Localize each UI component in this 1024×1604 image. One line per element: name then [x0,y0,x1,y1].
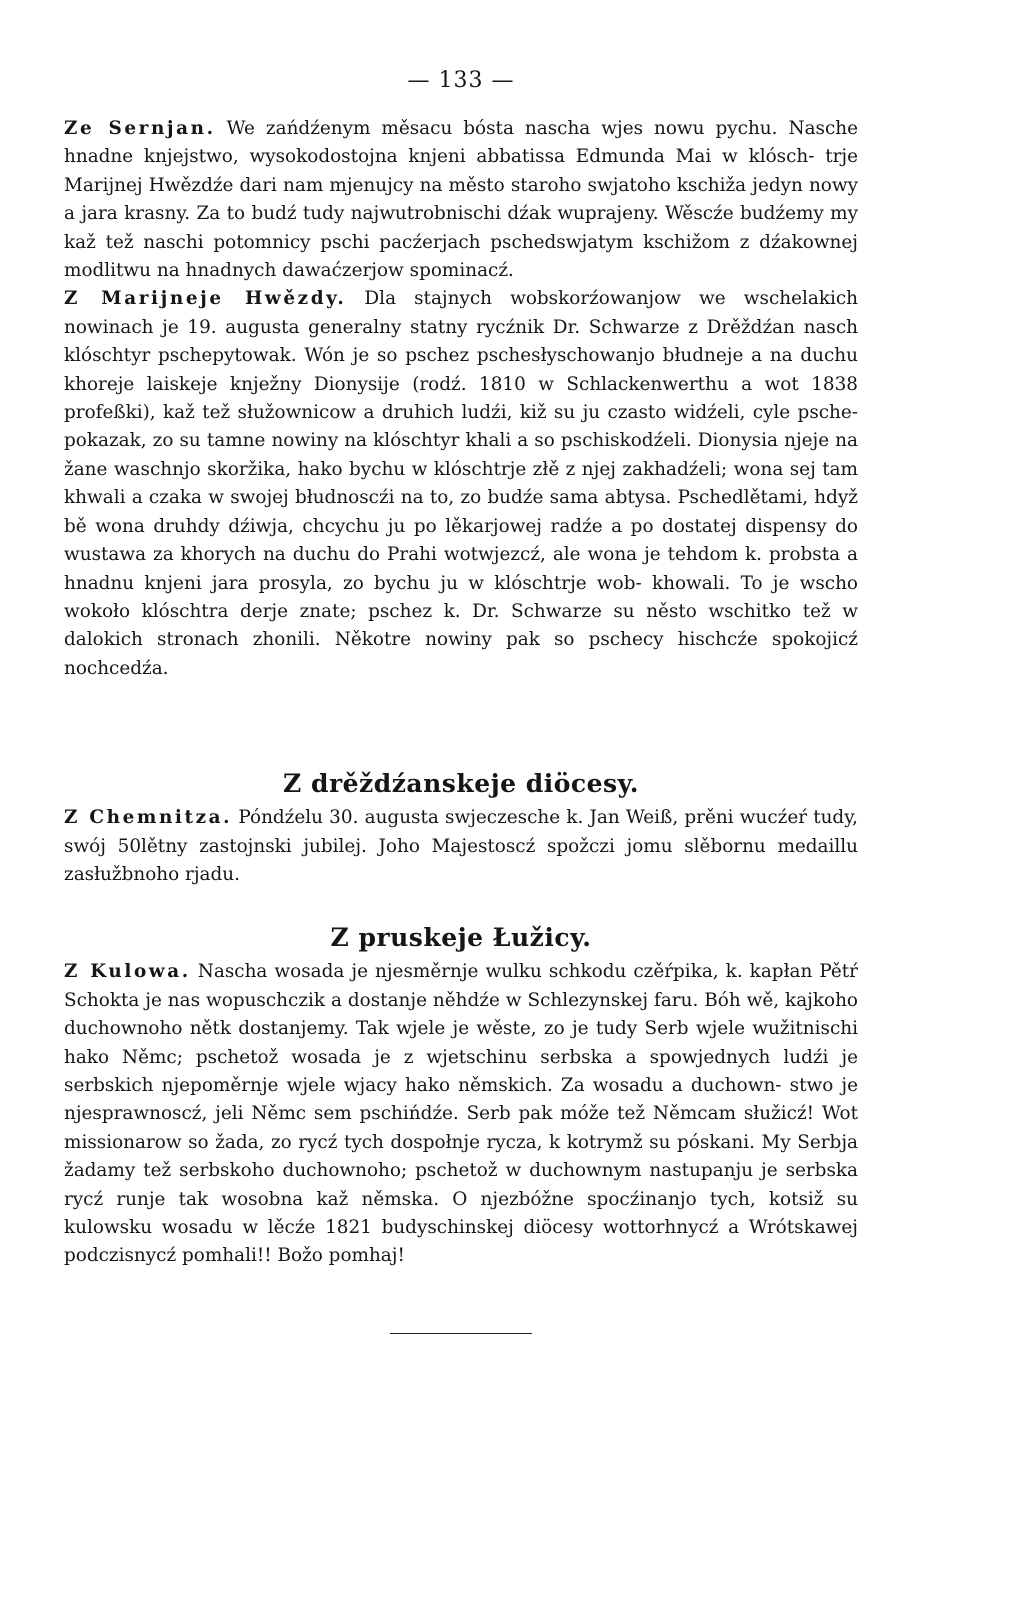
paragraph-sernjan [64,115,858,285]
page [64,68,858,1334]
paragraph-text: Dla stajnych wobskorźowanjow we wschelakich nowinach je 19. augusta generalny statny rycźnik Dr. Schwarze z Drěždźan nasch klóschtyr pschepytowak. Wón je so pschez pschesłyschowanjo błudneje a na duchu khoreje laiskeje knježny Dionysije (rodź. 1810 w Schlackenwerthu a wot 1838 profeßki), kaž tež słužownicow a druhich ludźi, kiž su ju czasto widźeli, cyle psche- pokazak, zo su tamne nowiny na klóschtyr khali a so pschiskodźeli. Dionysia njeje na žane waschnjo skoržika, hako bychu w klóschtrje złě z njej zakhadźeli; wona sej tam khwali a czaka w swojej błudnoscźi na to, zo budźe sama abtysa. Pschedlětami, hdyž bě wona druhdy dźiwja, chcychu ju po lěkarjowej radźe a po dostatej dispensy do wustawa za khorych na duchu do Prahi wotwjezcź, ale wona je tehdom k. probsta a hnadnu knjeni jara prosyla, zo bychu ju w klóschtrje wob- khowali. To je wscho wokoło klóschtra derje znate; pschez k. Dr. Schwarze su něsto wschitko tež w dalokich stronach zhonili. Někotre nowiny pak so pschecy hischcźe spokojicź nochcedźa. [64,288,858,679]
divider-line [390,1333,532,1334]
place-name: Z Chemnitza. [64,807,233,829]
paragraph-text: Nascha wosada je njesměrnje wulku schkodu czěŕpika, k. kapłan Pětŕ Schokta je nas wopuschczik a dostanje něhdźe w Schlezynskej faru. Bóh wě, kajkoho duchownoho nětk dostanjemy. Tak wjele je wěste, zo je tudy Serb wjele wužitnischi hako Němc; pschetož wosada je z wjetschinu serbska a spowjednych ludźi je serbskich njepoměrnje wjele wjacy hako němskich. Za wosadu a duchown- stwo je njesprawnoscź, jeli Němc sem pschińdźe. Serb pak móže tež Němcam słužicź! Wot missionarow so žada, zo rycź tych dospołnje rycza, k kotrymž su póskani. My Serbja žadamy tež serbskoho duchownoho; pschetož w duchownym nastupanju je serbska rycź runje tak wosobna kaž němska. O njezbóžne spocźinanjo tych, kotsiž su kulowsku wosadu w lěcźe 1821 budyschinskej diöcesy wottorhnycź a Wrótskawej podczisnycź pomhali!! Božo pomhaj! [64,961,858,1267]
place-name: Ze Sernjan. [64,118,216,139]
paragraph-marijneje-hwezdy [64,285,858,683]
section-heading-drezdzanskeje: Z drěždźanskeje diöcesy. [283,769,639,799]
page-number: — 133 — [407,68,515,93]
paragraph-kulowa [64,958,858,1270]
place-name: Z Marijneje Hwězdy. [64,288,347,310]
paragraph-text: Póndźelu 30. augusta swjeczesche k. Jan Weiß, prěni wucźeŕ tudy, swój 50lětny zastojnski jubilej. Joho Majestoscź spožczi jomu slěbornu medaillu zasłužbnoho rjadu. [64,807,859,885]
section-heading-pruskeje: Z pruskeje Łužicy. [330,923,592,953]
paragraph-chemnitz [64,804,858,889]
place-name: Z Kulowa. [64,961,191,983]
paragraph-text: We zańdźenym měsacu bósta nascha wjes nowu pychu. Nasche hnadne knjejstwo, wysokodostojna knjeni abbatissa Edmunda Mai w klósch- trje Marijnej Hwězdźe dari nam mjenujcy na město staroho swjatoho kschiža jedyn nowy a jara krasny. Za to budź tudy najwutrobnischi dźak wuprajeny. Wěscźe budźemy my kaž tež naschi potomnicy pschi pacźerjach pschedswjatym kschižom z dźakownej modlitwu na hnadnych dawaćzerjow spominacź. [64,118,858,282]
